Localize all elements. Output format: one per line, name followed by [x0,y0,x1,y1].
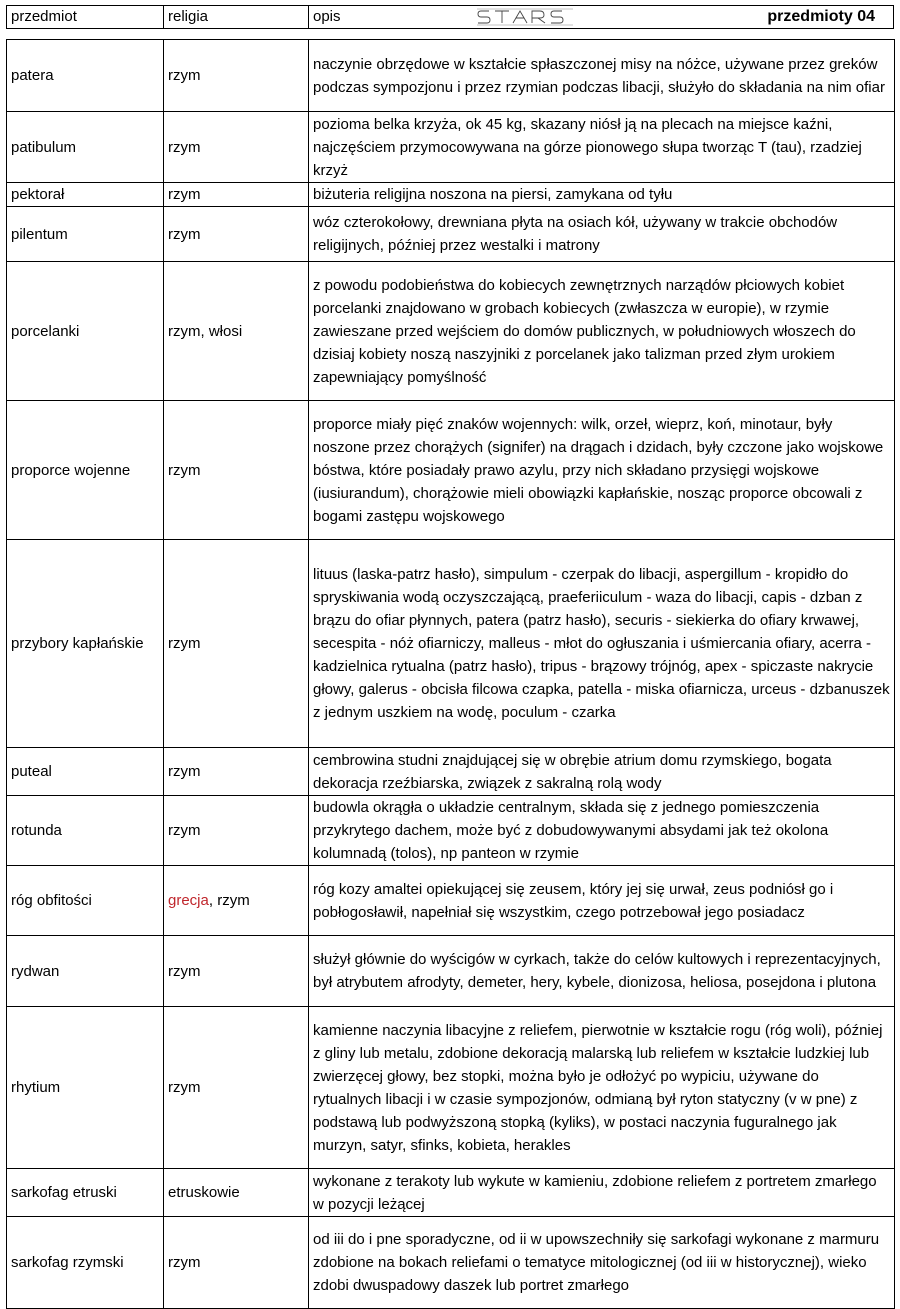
item-name: sarkofag rzymski [7,1217,164,1309]
item-description: proporce miały pięć znaków wojennych: wilk, orzeł, wieprz, koń, minotaur, były noszone przez chorążych (signifer) na drągach i dzidach, były czczone jako wojskowe bóstwa, które posiadały prawo azylu, przy nich składano przysięgi wojskowe (iusiurandum), chorążowie mieli obowiązki kapłańskie, nosząc proporce obcowali z bogami zastępu wojskowego [309,401,895,540]
table-row [7,540,895,748]
item-name: rydwan [7,936,164,1007]
table-row [7,262,895,401]
item-name: rotunda [7,796,164,866]
item-description: budowla okrągła o układzie centralnym, składa się z jednego pomieszczenia przykrytego dachem, może być z dobudowywanymi absydami jak też okolona kolumnadą (tolos), np panteon w rzymie [309,796,895,866]
item-religion [164,866,309,936]
item-religion: rzym [164,40,309,112]
header-col-opis: opis [313,8,341,25]
header-col-religia: religia [164,6,309,28]
item-name: pilentum [7,207,164,262]
table-row [7,866,895,936]
item-description: służył głównie do wyścigów w cyrkach, także do celów kultowych i reprezentacyjnych, był atrybutem afrodyty, demeter, hery, kybele, dionizosa, heliosa, posejdona i plutona [309,936,895,1007]
item-description: wykonane z terakoty lub wykute w kamieniu, zdobione reliefem z portretem zmarłego w pozycji leżącej [309,1169,895,1217]
page-tag: przedmioty 04 [767,8,875,25]
item-religion: rzym [164,1217,309,1309]
table-row [7,748,895,796]
religion-highlight: grecja [168,892,209,909]
item-description: naczynie obrzędowe w kształcie spłaszczonej misy na nóżce, używane przez greków podczas sympozjonu i przez rzymian podczas libacji, służyło do składania na nim ofiar [309,40,895,112]
table-row [7,207,895,262]
item-description: lituus (laska-patrz hasło), simpulum - czerpak do libacji, aspergillum - kropidło do spryskiwania wodą oczyszczającą, praeferiiculum - waza do libacji, capis - dzban z brązu do ofiar płynnych, patera (patrz hasło), securis - siekierka do ofiary krwawej, secespita - nóż ofiarniczy, malleus - młot do ogłuszania i uśmiercania ofiary, acerra - kadzielnica rytualna (patrz hasło), tripus - brązowy trójnóg, apex - spiczaste nakrycie głowy, galerus - obcisła filcowa czapka, patella - miska ofiarnicza, urceus - dzbanuszek z jednym uszkiem na wodę, poculum - czarka [309,540,895,748]
item-name: patibulum [7,112,164,183]
table-row [7,936,895,1007]
item-religion: rzym [164,748,309,796]
table-row [7,401,895,540]
item-name: rhytium [7,1007,164,1169]
religion-rest: , rzym [208,892,250,909]
table-row [7,40,895,112]
item-religion: rzym [164,540,309,748]
item-religion: rzym [164,936,309,1007]
item-religion: rzym [164,112,309,183]
item-name: porcelanki [7,262,164,401]
item-description: pozioma belka krzyża, ok 45 kg, skazany niósł ją na plecach na miejsce kaźni, najczęściem przymocowywana na górze pionowego słupa tworząc T (tau), rzadziej krzyż [309,112,895,183]
item-description: biżuteria religijna noszona na piersi, zamykana od tyłu [309,183,895,207]
item-name: puteal [7,748,164,796]
item-name: róg obfitości [7,866,164,936]
item-description: od iii do i pne sporadyczne, od ii w upowszechniły się sarkofagi wykonane z marmuru zdobione na bokach reliefami o tematyce mitologicznej (od iii w historycznej), wieko zdobi dwuspadowy daszek lub portret zmarłego [309,1217,895,1309]
item-religion: rzym [164,207,309,262]
items-table [6,39,895,1309]
item-religion: rzym [164,796,309,866]
item-description: róg kozy amaltei opiekującej się zeusem, który jej się urwał, zeus podniósł go i pobłogosławił, napełniał się wszystkim, czego potrzebował jego posiadacz [309,866,895,936]
item-religion: rzym [164,1007,309,1169]
item-name: sarkofag etruski [7,1169,164,1217]
item-religion: rzym, włosi [164,262,309,401]
item-name: patera [7,40,164,112]
table-row [7,183,895,207]
item-description: wóz czterokołowy, drewniana płyta na osiach kół, używany w trakcie obchodów religijnych, później przez westalki i matrony [309,207,895,262]
header-bar [6,5,894,29]
table-row [7,796,895,866]
item-name: proporce wojenne [7,401,164,540]
stars-logo [475,7,575,27]
item-description: z powodu podobieństwa do kobiecych zewnętrznych narządów płciowych kobiet porcelanki znajdowano w grobach kobiecych (zwłaszcza w europie), w rzymie zawieszane przed wejściem do domów publicznych, w południowych włoszech do dzisiaj kobiety noszą naszyjniki z porcelanek jako talizman przed złym urokiem zapewniający pomyślność [309,262,895,401]
table-row [7,1007,895,1169]
item-religion: etruskowie [164,1169,309,1217]
item-name: pektorał [7,183,164,207]
item-description: kamienne naczynia libacyjne z reliefem, pierwotnie w kształcie rogu (róg woli), później z gliny lub metalu, zdobione dekoracją malarską lub reliefem w kształcie ludzkiej lub zwierzęcej głowy, bez stopki, można było je odłożyć po wypiciu, używane do rytualnych libacji i w czasie sympozjonów, odmianą był ryton statyczny (v w pne) z podstawą lub podwyższoną stopką (kyliks), w postaci naczynia fuguralnego jak murzyn, satyr, sfinks, kobieta, herakles [309,1007,895,1169]
item-religion: rzym [164,183,309,207]
item-description: cembrowina studni znajdującej się w obrębie atrium domu rzymskiego, bogata dekoracja rzeźbiarska, związek z sakralną rolą wody [309,748,895,796]
item-name: przybory kapłańskie [7,540,164,748]
table-row [7,1217,895,1309]
item-religion: rzym [164,401,309,540]
table-row [7,112,895,183]
header-col-przedmiot: przedmiot [7,6,164,28]
table-row [7,1169,895,1217]
